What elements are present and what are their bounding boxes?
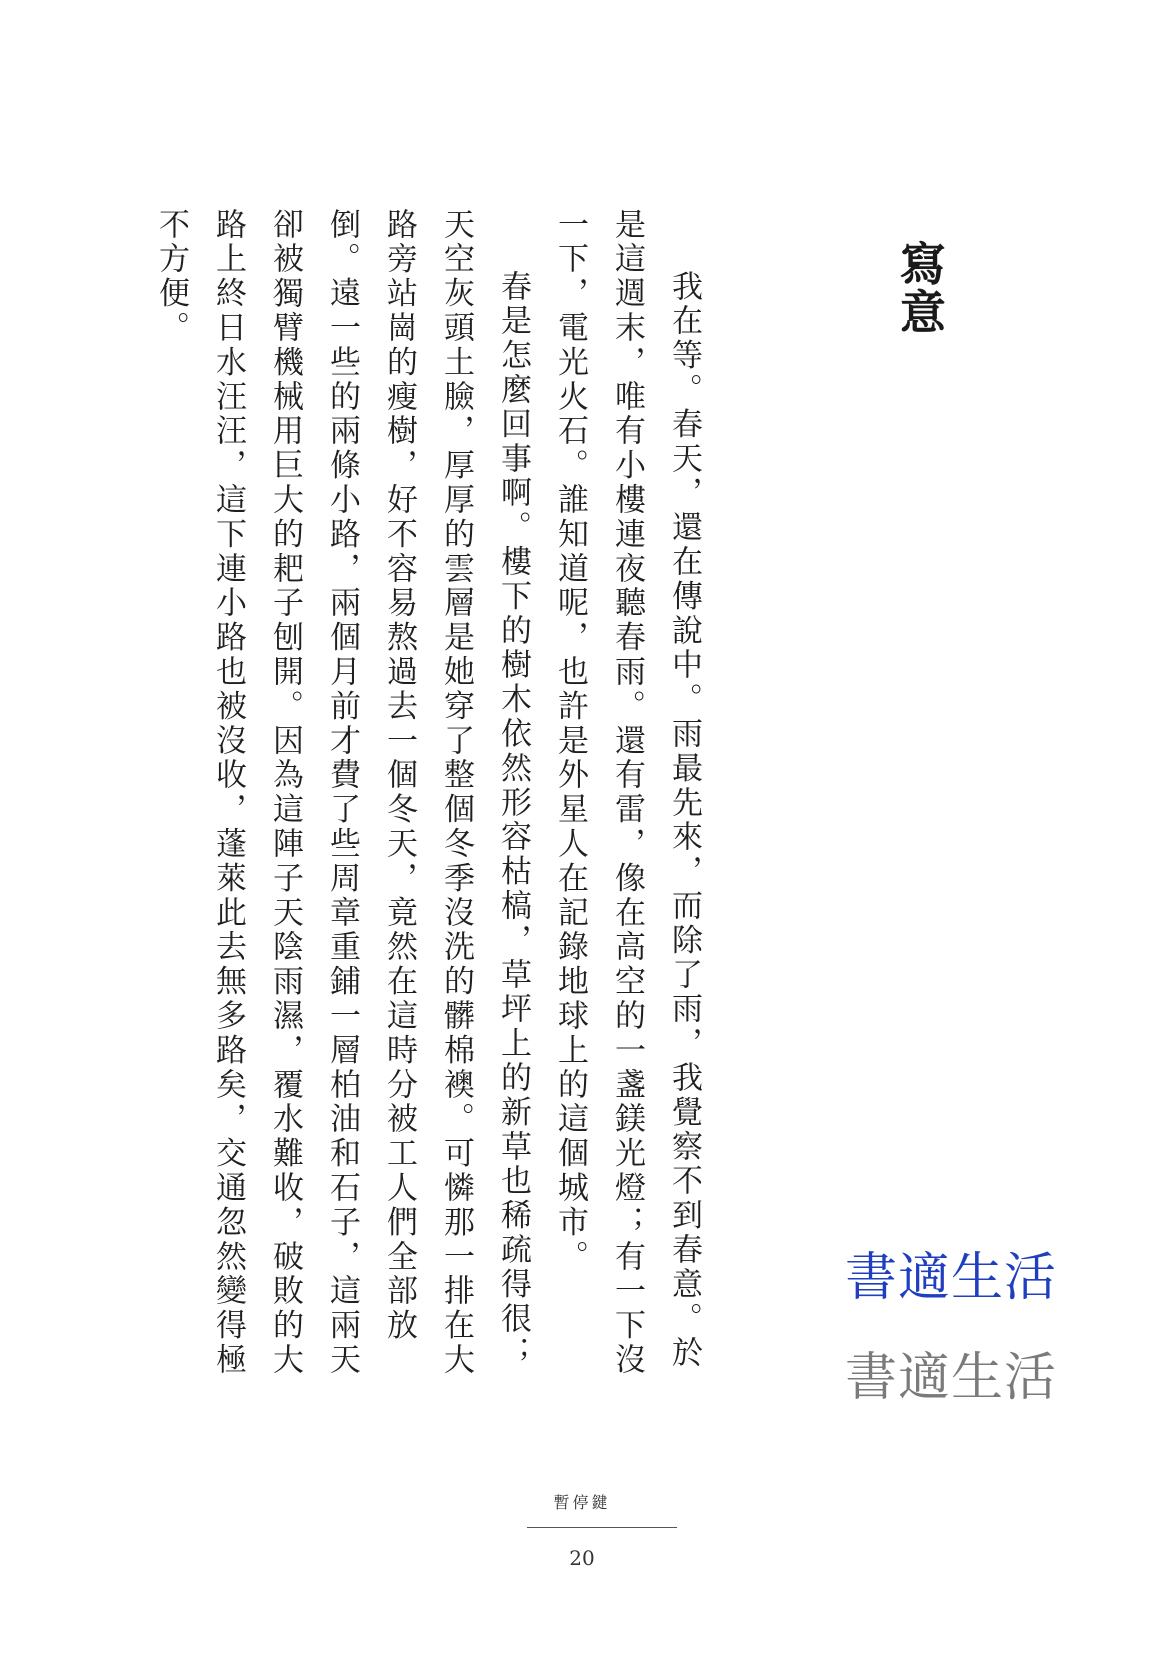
watermark-primary: 書適生活 [845, 1248, 1058, 1308]
watermark-secondary: 書適生活 [845, 1348, 1058, 1408]
article-title: 寫意 [893, 240, 947, 336]
paragraph-1: 我在等。春天，還在傳說中。雨最先來，而除了雨，我覺察不到春意。於是這週末，唯有小樓連夜聽春雨。還有雷，像在高空的一盞鎂光燈；有一下沒一下，電光火石。誰知道呢，也許是外星人在記錄地球上的這個城市。 [552, 208, 702, 1378]
article-body [153, 208, 712, 1378]
footer-divider [527, 1527, 677, 1528]
paragraph-2: 春是怎麼回事啊。樓下的樹木依然形容枯槁，草坪上的新草也稀疏得很；天空灰頭土臉，厚厚的雲層是她穿了整個冬季沒洗的髒棉襖。可憐那一排在大路旁站崗的瘦樹，好不容易熬過去一個冬天，竟然在這時分被工人們全部放倒。遠一些的兩條小路，兩個月前才費了些周章重鋪一層柏油和石子，這兩天卻被獨臂機械用巨大的耙子刨開。因為這陣子天陰雨濕，覆水難收，破敗的大路上終日水汪汪，這下連小路也被沒收，蓬萊此去無多路矣，交通忽然變得極不方便。 [153, 208, 531, 1378]
footer-book-title: 暫停鍵 [553, 1493, 611, 1512]
page-number: 20 [569, 1546, 595, 1570]
